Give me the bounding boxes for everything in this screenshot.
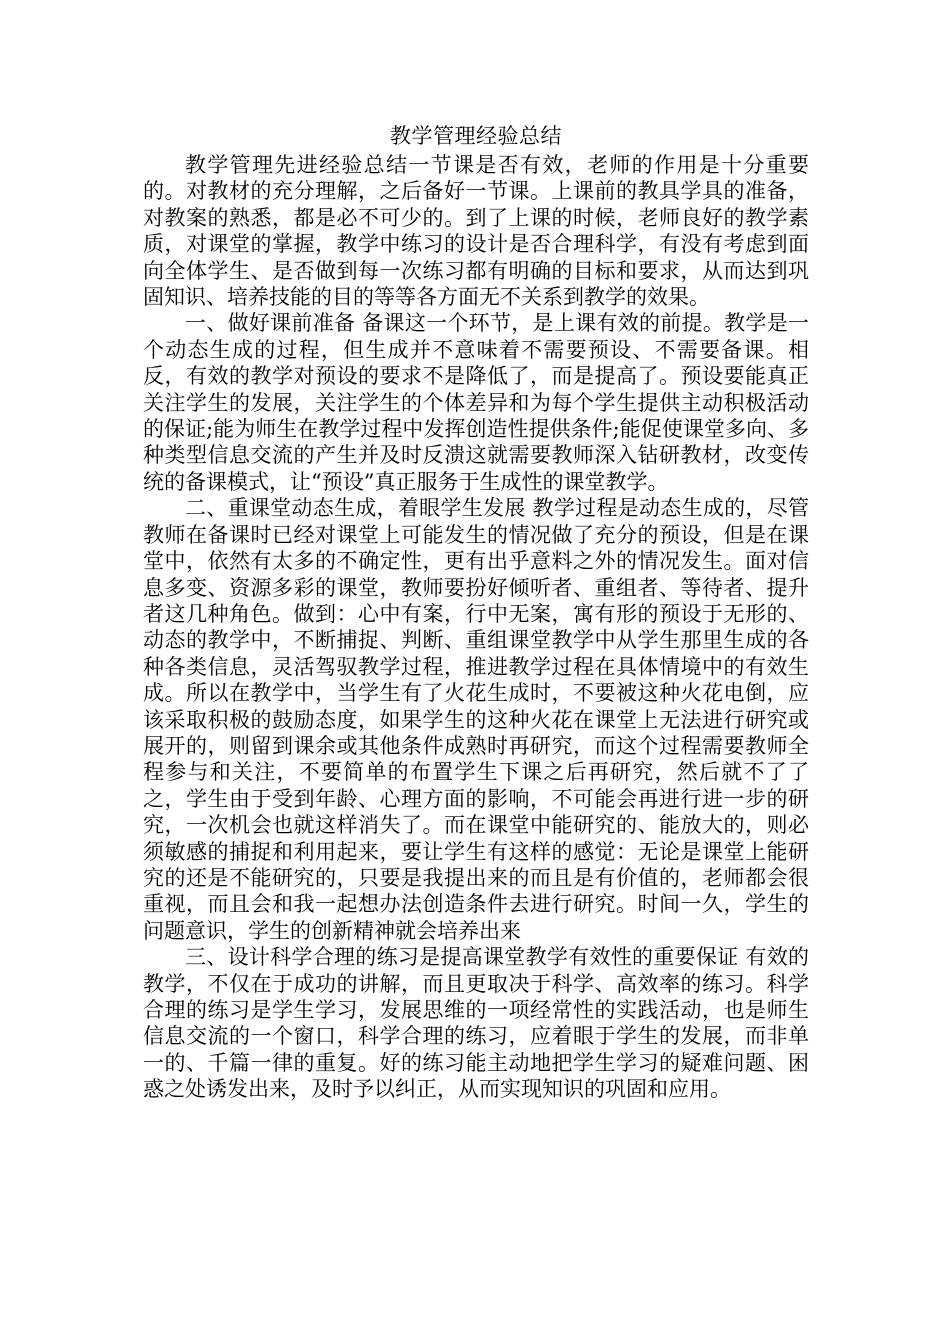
document-page xyxy=(143,122,809,1103)
paragraph-intro: 教学管理先进经验总结一节课是否有效，老师的作用是十分重要的。对教材的充分理解，之后备好一节课。上课前的教具学具的准备，对教案的熟悉，都是必不可少的。到了上课的时候，老师良好的教学素质，对课堂的掌握，教学中练习的设计是否合理科学，有没有考虑到面向全体学生、是否做到每一次练习都有明确的目标和要求，从而达到巩固知识、培养技能的目的等等各方面无不关系到教学的效果。 xyxy=(143,153,809,310)
paragraph-section-1: 一、做好课前准备 备课这一个环节，是上课有效的前提。教学是一个动态生成的过程，但生成并不意味着不需要预设、不需要备课。相反，有效的教学对预设的要求不是降低了，而是提高了。预设要能真正关注学生的发展，关注学生的个体差异和为每个学生提供主动积极活动的保证;能为师生在教学过程中发挥创造性提供条件;能促使课堂多向、多种类型信息交流的产生并及时反溃这就需要教师深入钻研教材，改变传统的备课模式，让“预设”真正服务于生成性的课堂教学。 xyxy=(143,311,809,494)
paragraph-section-3: 三、设计科学合理的练习是提高课堂教学有效性的重要保证 有效的教学，不仅在于成功的讲解，而且更取决于科学、高效率的练习。科学合理的练习是学生学习，发展思维的一项经常性的实践活动，也是师生信息交流的一个窗口，科学合理的练习，应着眼于学生的发展，而非单一的、千篇一律的重复。好的练习能主动地把学生学习的疑难问题、困惑之处诱发出来，及时予以纠正，从而实现知识的巩固和应用。 xyxy=(143,945,809,1102)
document-title: 教学管理经验总结 xyxy=(390,124,562,148)
paragraph-section-2: 二、重课堂动态生成，着眼学生发展 教学过程是动态生成的，尽管教师在备课时已经对课堂上可能发生的情况做了充分的预设，但是在课堂中，依然有太多的不确定性，更有出乎意料之外的情况发生。面对信息多变、资源多彩的课堂，教师要扮好倾听者、重组者、等待者、提升者这几种角色。做到：心中有案，行中无案，寓有形的预设于无形的、动态的教学中，不断捕捉、判断、重组课堂教学中从学生那里生成的各种各类信息，灵活驾驭教学过程，推进教学过程在具体情境中的有效生成。所以在教学中，当学生有了火花生成时，不要被这种火花电倒，应该采取积极的鼓励态度，如果学生的这种火花在课堂上无法进行研究或展开的，则留到课余或其他条件成熟时再研究，而这个过程需要教师全程参与和关注，不要简单的布置学生下课之后再研究，然后就不了了之，学生由于受到年龄、心理方面的影响，不可能会再进行进一步的研究，一次机会也就这样消失了。而在课堂中能研究的、能放大的，则必须敏感的捕捉和利用起来，要让学生有这样的感觉：无论是课堂上能研究的还是不能研究的，只要是我提出来的而且是有价值的，老师都会很重视，而且会和我一起想办法创造条件去进行研究。时间一久，学生的问题意识，学生的创新精神就会培养出来 xyxy=(143,496,809,943)
